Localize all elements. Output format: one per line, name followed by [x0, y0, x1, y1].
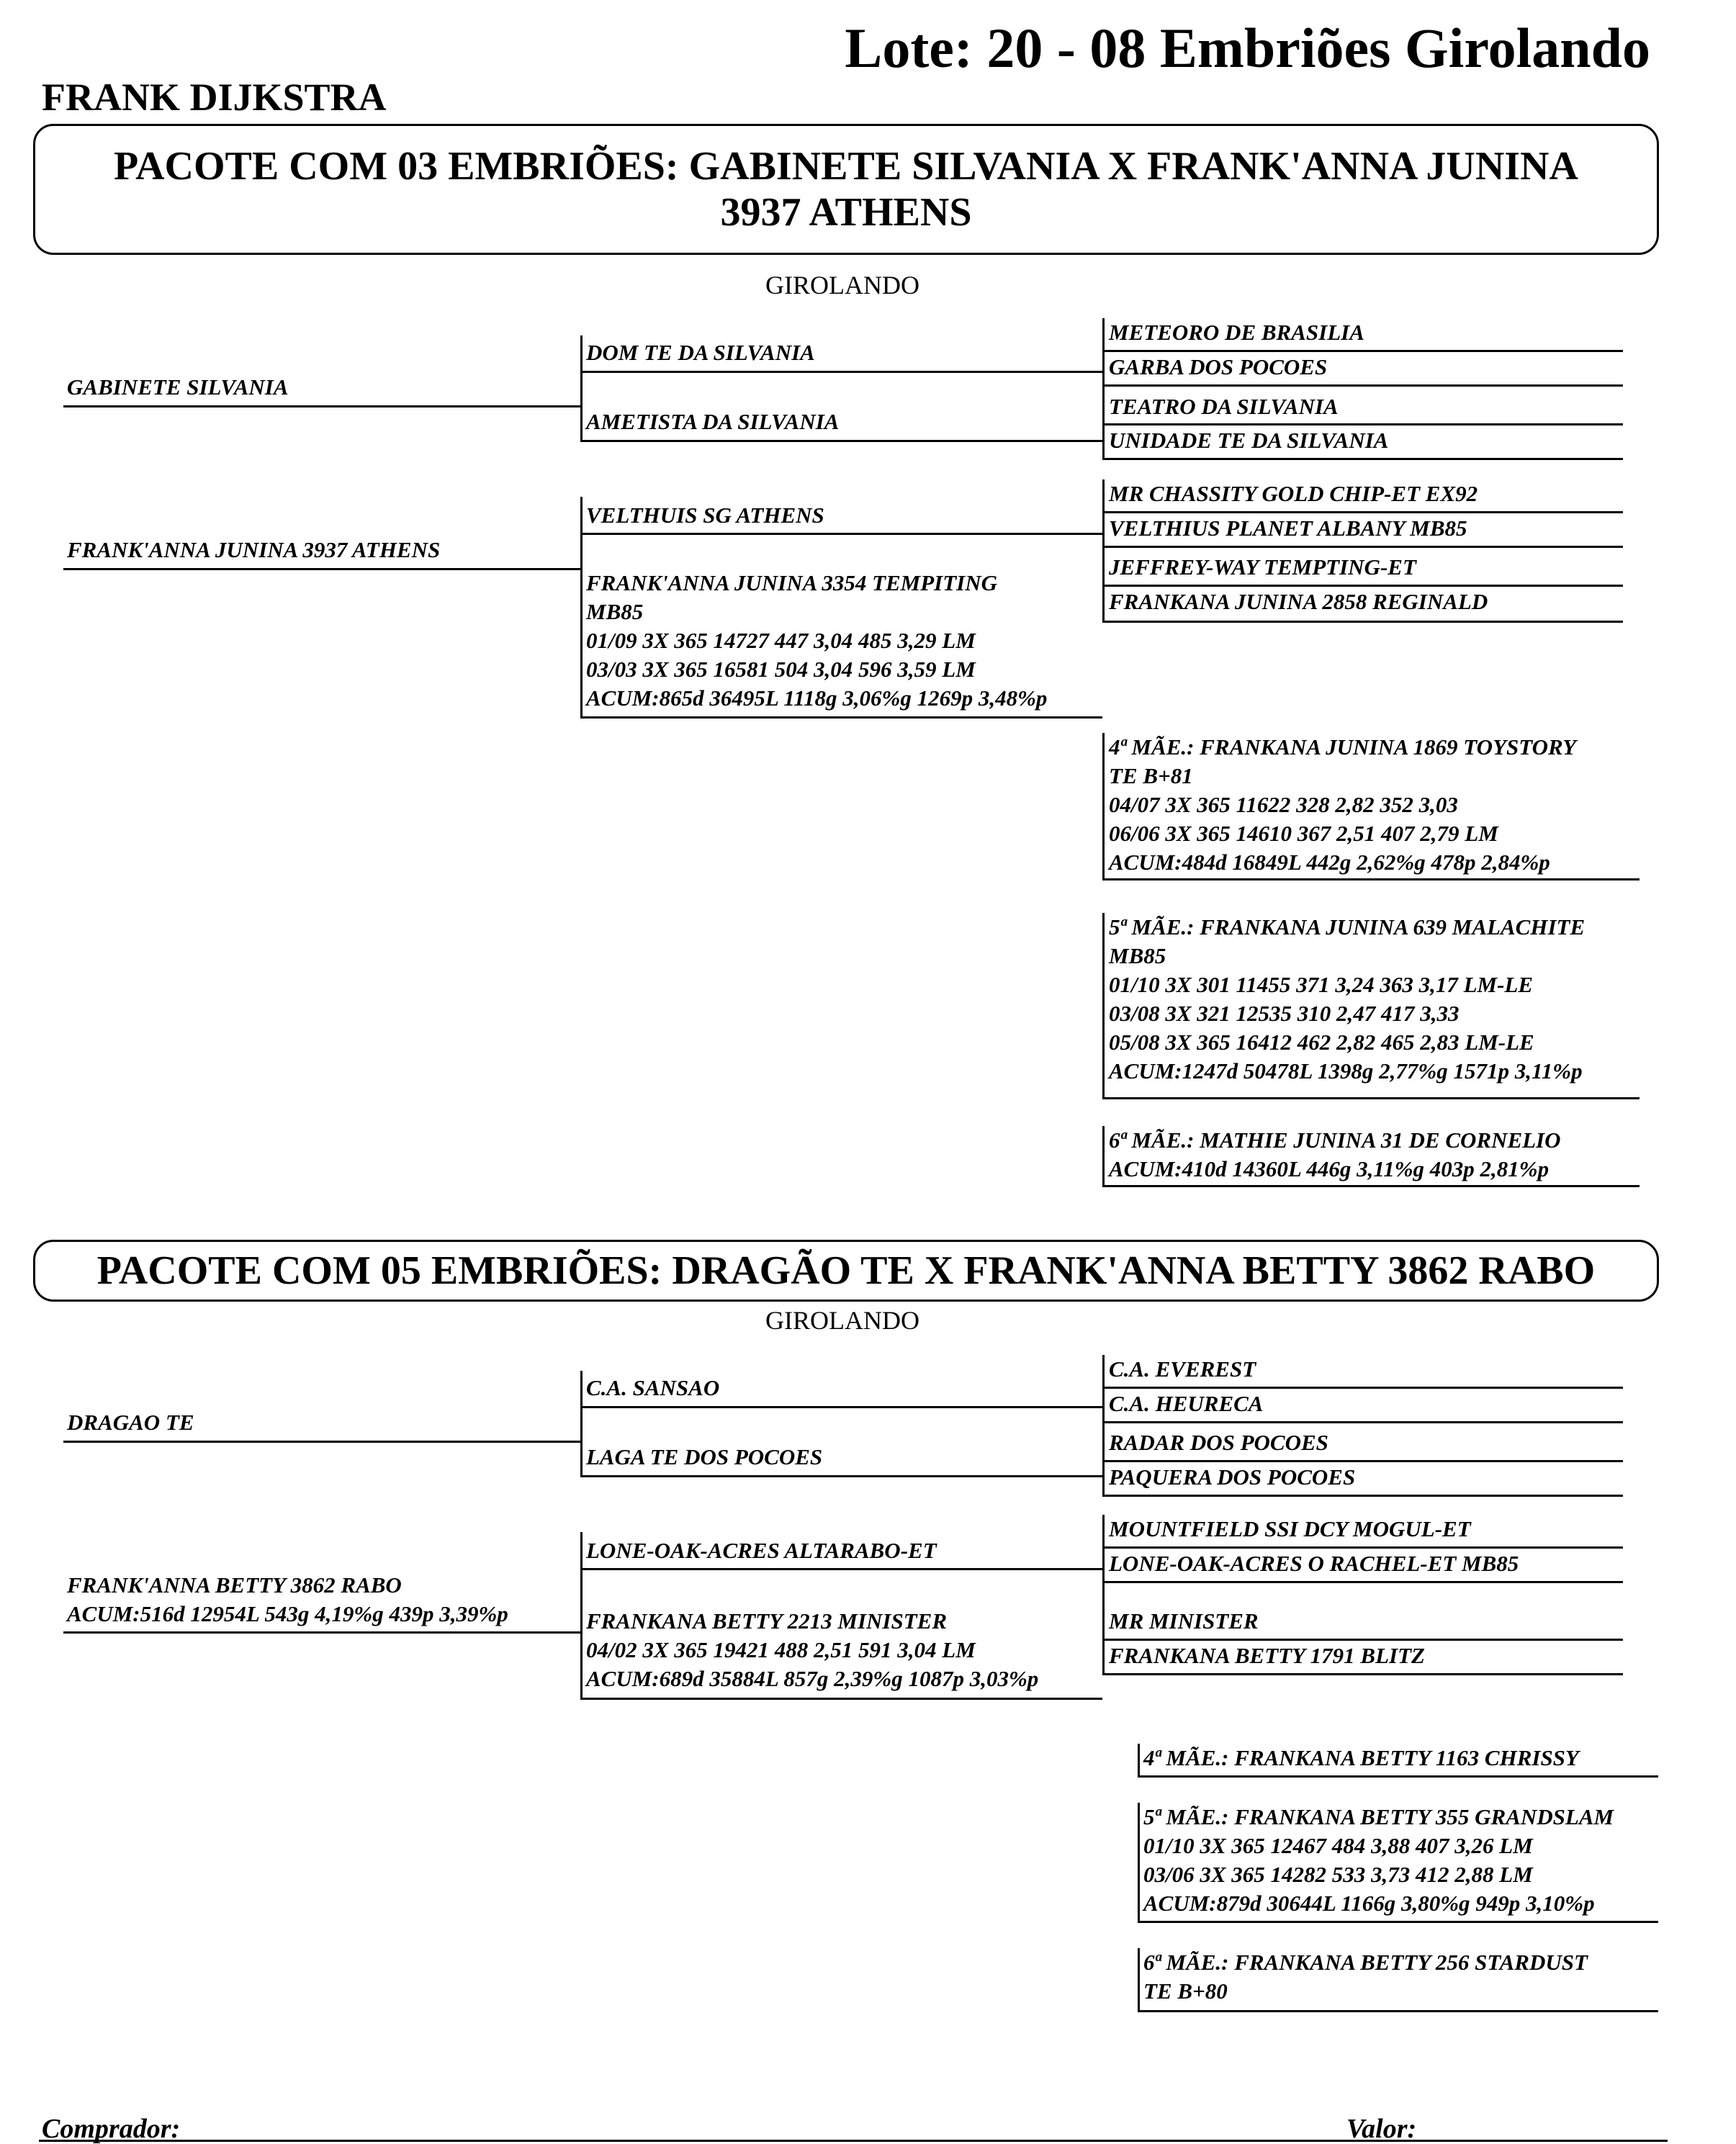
mae4-lactation: 06/06 3X 365 14610 367 2,51 407 2,79 LM — [1109, 821, 1498, 846]
dss-name: MR CHASSITY GOLD CHIP-ET EX92 — [1109, 481, 1478, 506]
sdd-line — [1102, 458, 1623, 460]
ddd-name: FRANKANA BETTY 1791 BLITZ — [1109, 1643, 1425, 1668]
mae5-lactation: 05/08 3X 365 16412 462 2,82 465 2,83 LM-LE — [1109, 1030, 1534, 1055]
sire-dam-line — [580, 440, 1102, 442]
dam-dam-lactation: 03/03 3X 365 16581 504 3,04 596 3,59 LM — [586, 657, 976, 682]
mae6-bracket — [1102, 1126, 1105, 1186]
dam-dam-lactation: 01/09 3X 365 14727 447 3,04 485 3,29 LM — [586, 628, 976, 653]
mae6-bracket — [1138, 1948, 1140, 2012]
package-1-title: PACOTE COM 03 EMBRIÕES: GABINETE SILVANIA X FRANK'ANNA JUNINA 3937 ATHENS — [33, 124, 1659, 255]
gen3-bracket-lower — [1102, 479, 1105, 622]
sss-name: METEORO DE BRASILIA — [1109, 320, 1364, 345]
dam-sire-line — [580, 1568, 1102, 1570]
sire-bracket — [580, 1371, 583, 1477]
package-2-breed: GIROLANDO — [765, 1306, 919, 1335]
dam-sire-line — [580, 533, 1102, 535]
mae5-name: 5ª MÃE.: FRANKANA JUNINA 639 MALACHITE — [1109, 914, 1586, 940]
mae5-bracket — [1138, 1803, 1140, 1922]
sire-name: GABINETE SILVANIA — [67, 374, 289, 400]
mae6-name: 6ª MÃE.: FRANKANA BETTY 256 STARDUST — [1143, 1950, 1588, 1975]
sire-sire-line — [580, 1406, 1102, 1408]
dam-name: FRANK'ANNA BETTY 3862 RABO — [67, 1572, 402, 1598]
mae5-bracket — [1102, 913, 1105, 1097]
dds-name: MR MINISTER — [1109, 1608, 1259, 1634]
dam-dam-lactation: 04/02 3X 365 19421 488 2,51 591 3,04 LM — [586, 1637, 976, 1662]
mae5-accumulated: ACUM:1247d 50478L 1398g 2,77%g 1571p 3,11%p — [1109, 1058, 1583, 1084]
ssd-line — [1102, 1421, 1623, 1423]
dsd-line — [1102, 1581, 1623, 1583]
sds-name: RADAR DOS POCOES — [1109, 1430, 1328, 1455]
dam-dam-line — [580, 1698, 1102, 1700]
dds-name: JEFFREY-WAY TEMPTING-ET — [1109, 554, 1416, 580]
sss-line — [1102, 350, 1623, 352]
sds-name: TEATRO DA SILVANIA — [1109, 394, 1339, 419]
sss-name: C.A. EVEREST — [1109, 1356, 1256, 1382]
dds-line — [1102, 1639, 1623, 1641]
sire-name: DRAGAO TE — [67, 1410, 194, 1435]
dsd-name: VELTHIUS PLANET ALBANY MB85 — [1109, 515, 1467, 541]
mae5-lactation: 01/10 3X 301 11455 371 3,24 363 3,17 LM-LE — [1109, 972, 1534, 997]
dam-sire-name: VELTHUIS SG ATHENS — [586, 503, 824, 528]
dam-bracket — [580, 1532, 583, 1699]
seller-name: FRANK DIJKSTRA — [42, 76, 387, 119]
gen3-bracket-lower — [1102, 1515, 1105, 1675]
mae4-lactation: 04/07 3X 365 11622 328 2,82 352 3,03 — [1109, 792, 1458, 817]
mae6-name: 6ª MÃE.: MATHIE JUNINA 31 DE CORNELIO — [1109, 1127, 1561, 1153]
ssd-line — [1102, 384, 1623, 387]
dam-dam-block — [586, 1607, 1038, 1693]
sdd-line — [1102, 1495, 1623, 1497]
sire-bracket — [580, 335, 583, 441]
dsd-name: LONE-OAK-ACRES O RACHEL-ET MB85 — [1109, 1551, 1519, 1576]
sire-sire-name: DOM TE DA SILVANIA — [586, 340, 815, 365]
dam-dam-block — [586, 569, 1047, 713]
dam-line — [63, 1631, 580, 1634]
sdd-name: UNIDADE TE DA SILVANIA — [1109, 428, 1389, 453]
mae6-block — [1109, 1126, 1561, 1184]
value-label: Valor: — [1346, 2114, 1417, 2144]
dss-line — [1102, 1546, 1623, 1549]
mae5-lactation: 01/10 3X 365 12467 484 3,88 407 3,26 LM — [1143, 1833, 1533, 1858]
sss-line — [1102, 1387, 1623, 1389]
dam-sire-name: LONE-OAK-ACRES ALTARABO-ET — [586, 1538, 937, 1563]
mae5-line — [1138, 1921, 1658, 1923]
dds-line — [1102, 585, 1623, 587]
sire-sire-line — [580, 371, 1102, 373]
mae5-block — [1109, 913, 1585, 1086]
dam-dam-line — [580, 716, 1102, 719]
dss-name: MOUNTFIELD SSI DCY MOGUL-ET — [1109, 1516, 1471, 1541]
mae6-accumulated: ACUM:410d 14360L 446g 3,11%g 403p 2,81%p — [1109, 1156, 1550, 1181]
buyer-label: Comprador: — [42, 2114, 181, 2144]
mae4-name: 4ª MÃE.: FRANKANA BETTY 1163 CHRISSY — [1143, 1745, 1579, 1770]
dam-bracket — [580, 497, 583, 718]
dam-dam-classification: MB85 — [586, 599, 644, 624]
ddd-line — [1102, 1673, 1623, 1675]
gen3-bracket-upper — [1102, 1355, 1105, 1495]
mae4-accumulated: ACUM:484d 16849L 442g 2,62%g 478p 2,84%p — [1109, 850, 1550, 875]
mae4-name: 4ª MÃE.: FRANKANA JUNINA 1869 TOYSTORY — [1109, 734, 1577, 760]
package-2-title: PACOTE COM 05 EMBRIÕES: DRAGÃO TE X FRANK'ANNA BETTY 3862 RABO — [33, 1240, 1659, 1302]
mae6-line — [1138, 2010, 1658, 2012]
sire-dam-name: AMETISTA DA SILVANIA — [586, 409, 840, 434]
mae5-line — [1102, 1097, 1640, 1099]
dsd-line — [1102, 546, 1623, 548]
sire-dam-name: LAGA TE DOS POCOES — [586, 1444, 823, 1469]
mae4-bracket — [1102, 733, 1105, 878]
sds-line — [1102, 423, 1623, 425]
mae4-bracket — [1138, 1744, 1140, 1777]
mae6-block — [1143, 1948, 1588, 2006]
mae5-lactation: 03/06 3X 365 14282 533 3,73 412 2,88 LM — [1143, 1862, 1533, 1887]
dam-dam-name: FRANKANA BETTY 2213 MINISTER — [586, 1608, 947, 1634]
dam-dam-accumulated: ACUM:865d 36495L 1118g 3,06%g 1269p 3,48%p — [586, 685, 1048, 711]
mae4-line — [1138, 1775, 1658, 1778]
signature-line — [39, 2140, 1668, 2142]
dam-accumulated: ACUM:516d 12954L 543g 4,19%g 439p 3,39%p — [67, 1601, 508, 1626]
dam-name: FRANK'ANNA JUNINA 3937 ATHENS — [67, 537, 441, 562]
package-1-breed: GIROLANDO — [765, 271, 919, 299]
ddd-line — [1102, 621, 1623, 623]
lot-title: Lote: 20 - 08 Embriões Girolando — [845, 17, 1650, 79]
mae5-lactation: 03/08 3X 321 12535 310 2,47 417 3,33 — [1109, 1001, 1460, 1026]
sire-line — [63, 405, 580, 407]
ssd-name: GARBA DOS POCOES — [1109, 354, 1328, 379]
mae5-name: 5ª MÃE.: FRANKANA BETTY 355 GRANDSLAM — [1143, 1804, 1614, 1829]
sdd-name: PAQUERA DOS POCOES — [1109, 1464, 1356, 1490]
mae5-accumulated: ACUM:879d 30644L 1166g 3,80%g 949p 3,10%p — [1143, 1891, 1595, 1916]
mae5-block — [1143, 1803, 1614, 1918]
sds-line — [1102, 1460, 1623, 1462]
sire-sire-name: C.A. SANSAO — [586, 1375, 720, 1400]
mae4-block — [1109, 733, 1576, 877]
dss-line — [1102, 511, 1623, 513]
mae6-line — [1102, 1185, 1640, 1187]
dam-line — [63, 568, 580, 570]
sire-line — [63, 1441, 580, 1443]
ssd-name: C.A. HEURECA — [1109, 1391, 1264, 1416]
sire-dam-line — [580, 1475, 1102, 1477]
mae6-classification: TE B+80 — [1143, 1978, 1228, 2004]
gen3-bracket-upper — [1102, 318, 1105, 458]
ddd-name: FRANKANA JUNINA 2858 REGINALD — [1109, 589, 1488, 614]
dam-dam-accumulated: ACUM:689d 35884L 857g 2,39%g 1087p 3,03%p — [586, 1666, 1039, 1691]
mae5-classification: MB85 — [1109, 943, 1166, 968]
mae4-line — [1102, 878, 1640, 880]
dam-dam-name: FRANK'ANNA JUNINA 3354 TEMPITING — [586, 570, 998, 595]
mae4-classification: TE B+81 — [1109, 763, 1193, 788]
